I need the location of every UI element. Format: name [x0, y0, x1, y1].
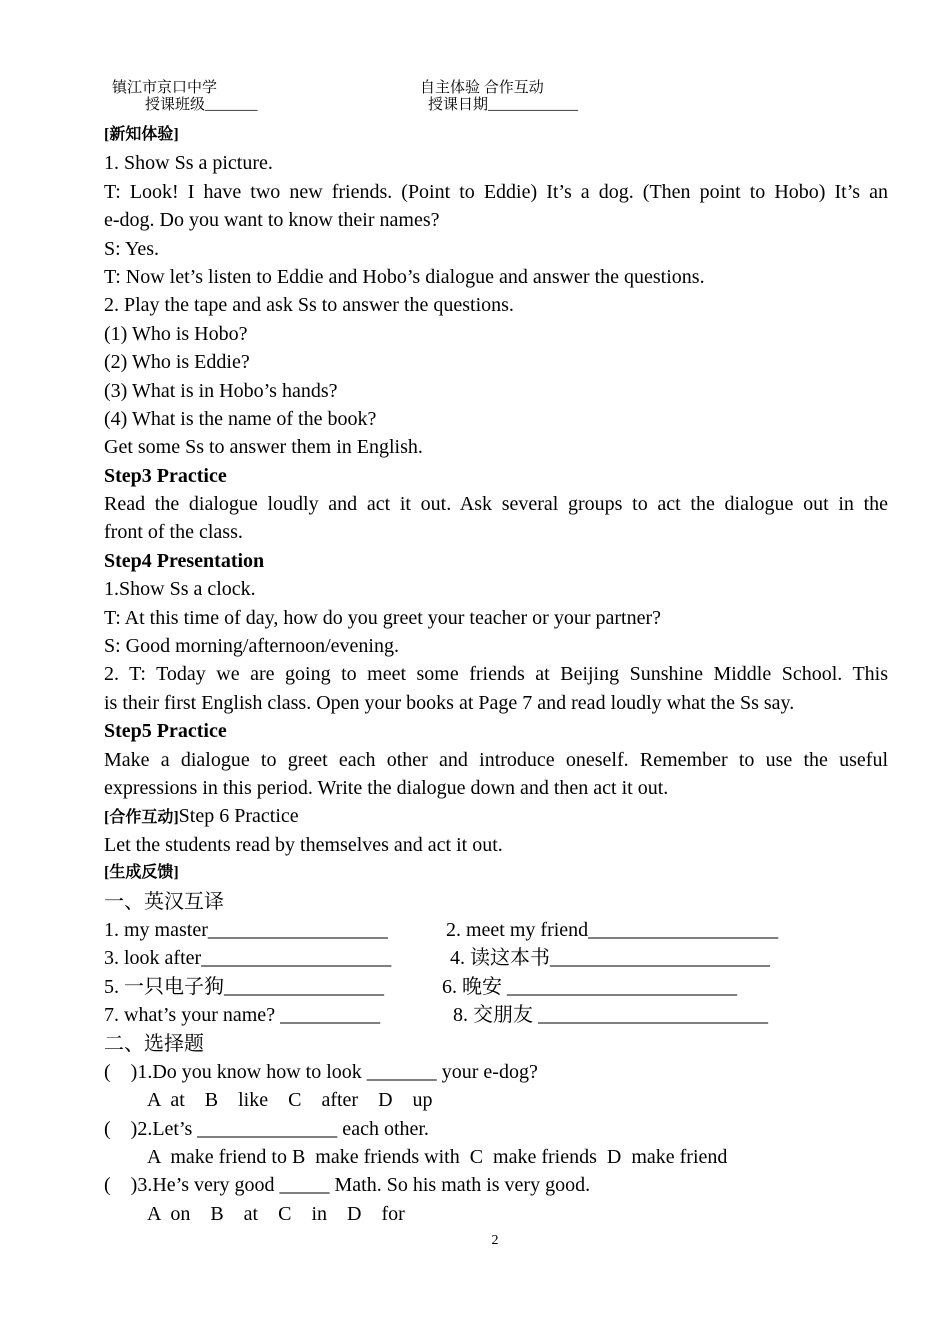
text-line: is their first English class. Open your books at Page 7 and read loudly what the Ss say.: [104, 691, 795, 714]
mc-options: A at B like C after D up: [147, 1089, 433, 1112]
text-line: Read the dialogue loudly and act it out. Ask several groups to act the dialogue out in the: [104, 493, 888, 516]
text-line: 1.Show Ss a clock.: [104, 578, 256, 601]
text-line: 2. T: Today we are going to meet some friends at Beijing Sunshine Middle School. This: [104, 663, 888, 686]
mc-question-stem: ( )2.Let’s ______________ each other.: [104, 1117, 429, 1140]
text-line: expressions in this period. Write the dialogue down and then act it out.: [104, 776, 669, 799]
exercise-item: 2. meet my friend___________________: [446, 918, 779, 941]
exercise2-title: 二、选择题: [104, 1032, 204, 1055]
exercise-item: 6. 晚安 _______________________: [442, 975, 737, 998]
text-line: 2. Play the tape and ask Ss to answer the questions.: [104, 294, 514, 317]
exercise1-row: [104, 944, 888, 972]
lesson-content: [104, 121, 888, 1228]
mc-question-stem: ( )3.He’s very good _____ Math. So his math is very good.: [104, 1174, 591, 1197]
exercise-item: 1. my master__________________: [104, 918, 388, 941]
section-feedback: [生成反馈]: [104, 864, 179, 882]
exercise-item: 4. 读这本书______________________: [450, 947, 770, 970]
exercise1-row: [104, 1001, 888, 1029]
exercise-item: 7. what’s your name? __________: [104, 1004, 381, 1027]
question-line: (4) What is the name of the book?: [104, 407, 377, 430]
text-line: T: Look! I have two new friends. (Point to Eddie) It’s a dog. (Then point to Hobo) It’s an: [104, 180, 888, 203]
text-line: T: At this time of day, how do you greet your teacher or your partner?: [104, 606, 661, 629]
step5-heading: Step5 Practice: [104, 720, 227, 743]
text-line: Let the students read by themselves and act it out.: [104, 833, 503, 856]
step4-heading: Step4 Presentation: [104, 549, 265, 572]
step3-heading: Step3 Practice: [104, 464, 227, 487]
section-new-knowledge: [新知体验]: [104, 126, 179, 143]
mc-question-stem: ( )1.Do you know how to look _______ your e-dog?: [104, 1060, 538, 1083]
school-name: 镇江市京口中学: [112, 80, 218, 96]
text-line: S: Yes.: [104, 237, 160, 260]
exercise-item: 8. 交朋友 _______________________: [453, 1004, 768, 1027]
exercise-item: 3. look after___________________: [104, 947, 392, 970]
step6-heading: [104, 802, 888, 830]
text-line: front of the class.: [104, 521, 243, 544]
exercise1-title: 一、英汉互译: [104, 890, 224, 913]
text-line: Make a dialogue to greet each other and introduce oneself. Remember to use the useful: [104, 748, 888, 771]
section-coop-tag: [合作互动]: [104, 809, 179, 827]
mc-options: A on B at C in D for: [147, 1202, 405, 1225]
class-field: 授课班级_______: [145, 97, 258, 113]
header-motto: 自主体验 合作互动: [420, 80, 544, 96]
text-line: T: Now let’s listen to Eddie and Hobo’s dialogue and answer the questions.: [104, 265, 705, 288]
exercise1-row: [104, 973, 888, 1001]
step6-title: Step 6 Practice: [178, 805, 299, 828]
question-line: (2) Who is Eddie?: [104, 351, 250, 374]
text-line: S: Good morning/afternoon/evening.: [104, 635, 399, 658]
date-field: 授课日期____________: [428, 97, 579, 113]
question-line: (1) Who is Hobo?: [104, 322, 248, 345]
exercise-item: 5. 一只电子狗________________: [104, 975, 384, 998]
page-number: 2: [491, 1233, 499, 1248]
question-line: (3) What is in Hobo’s hands?: [104, 379, 338, 402]
text-line: e-dog. Do you want to know their names?: [104, 209, 440, 232]
text-line: 1. Show Ss a picture.: [104, 152, 273, 175]
text-line: Get some Ss to answer them in English.: [104, 436, 423, 459]
exercise1-row: [104, 916, 888, 944]
mc-options: A make friend to B make friends with C make friends D make friend: [147, 1146, 728, 1169]
